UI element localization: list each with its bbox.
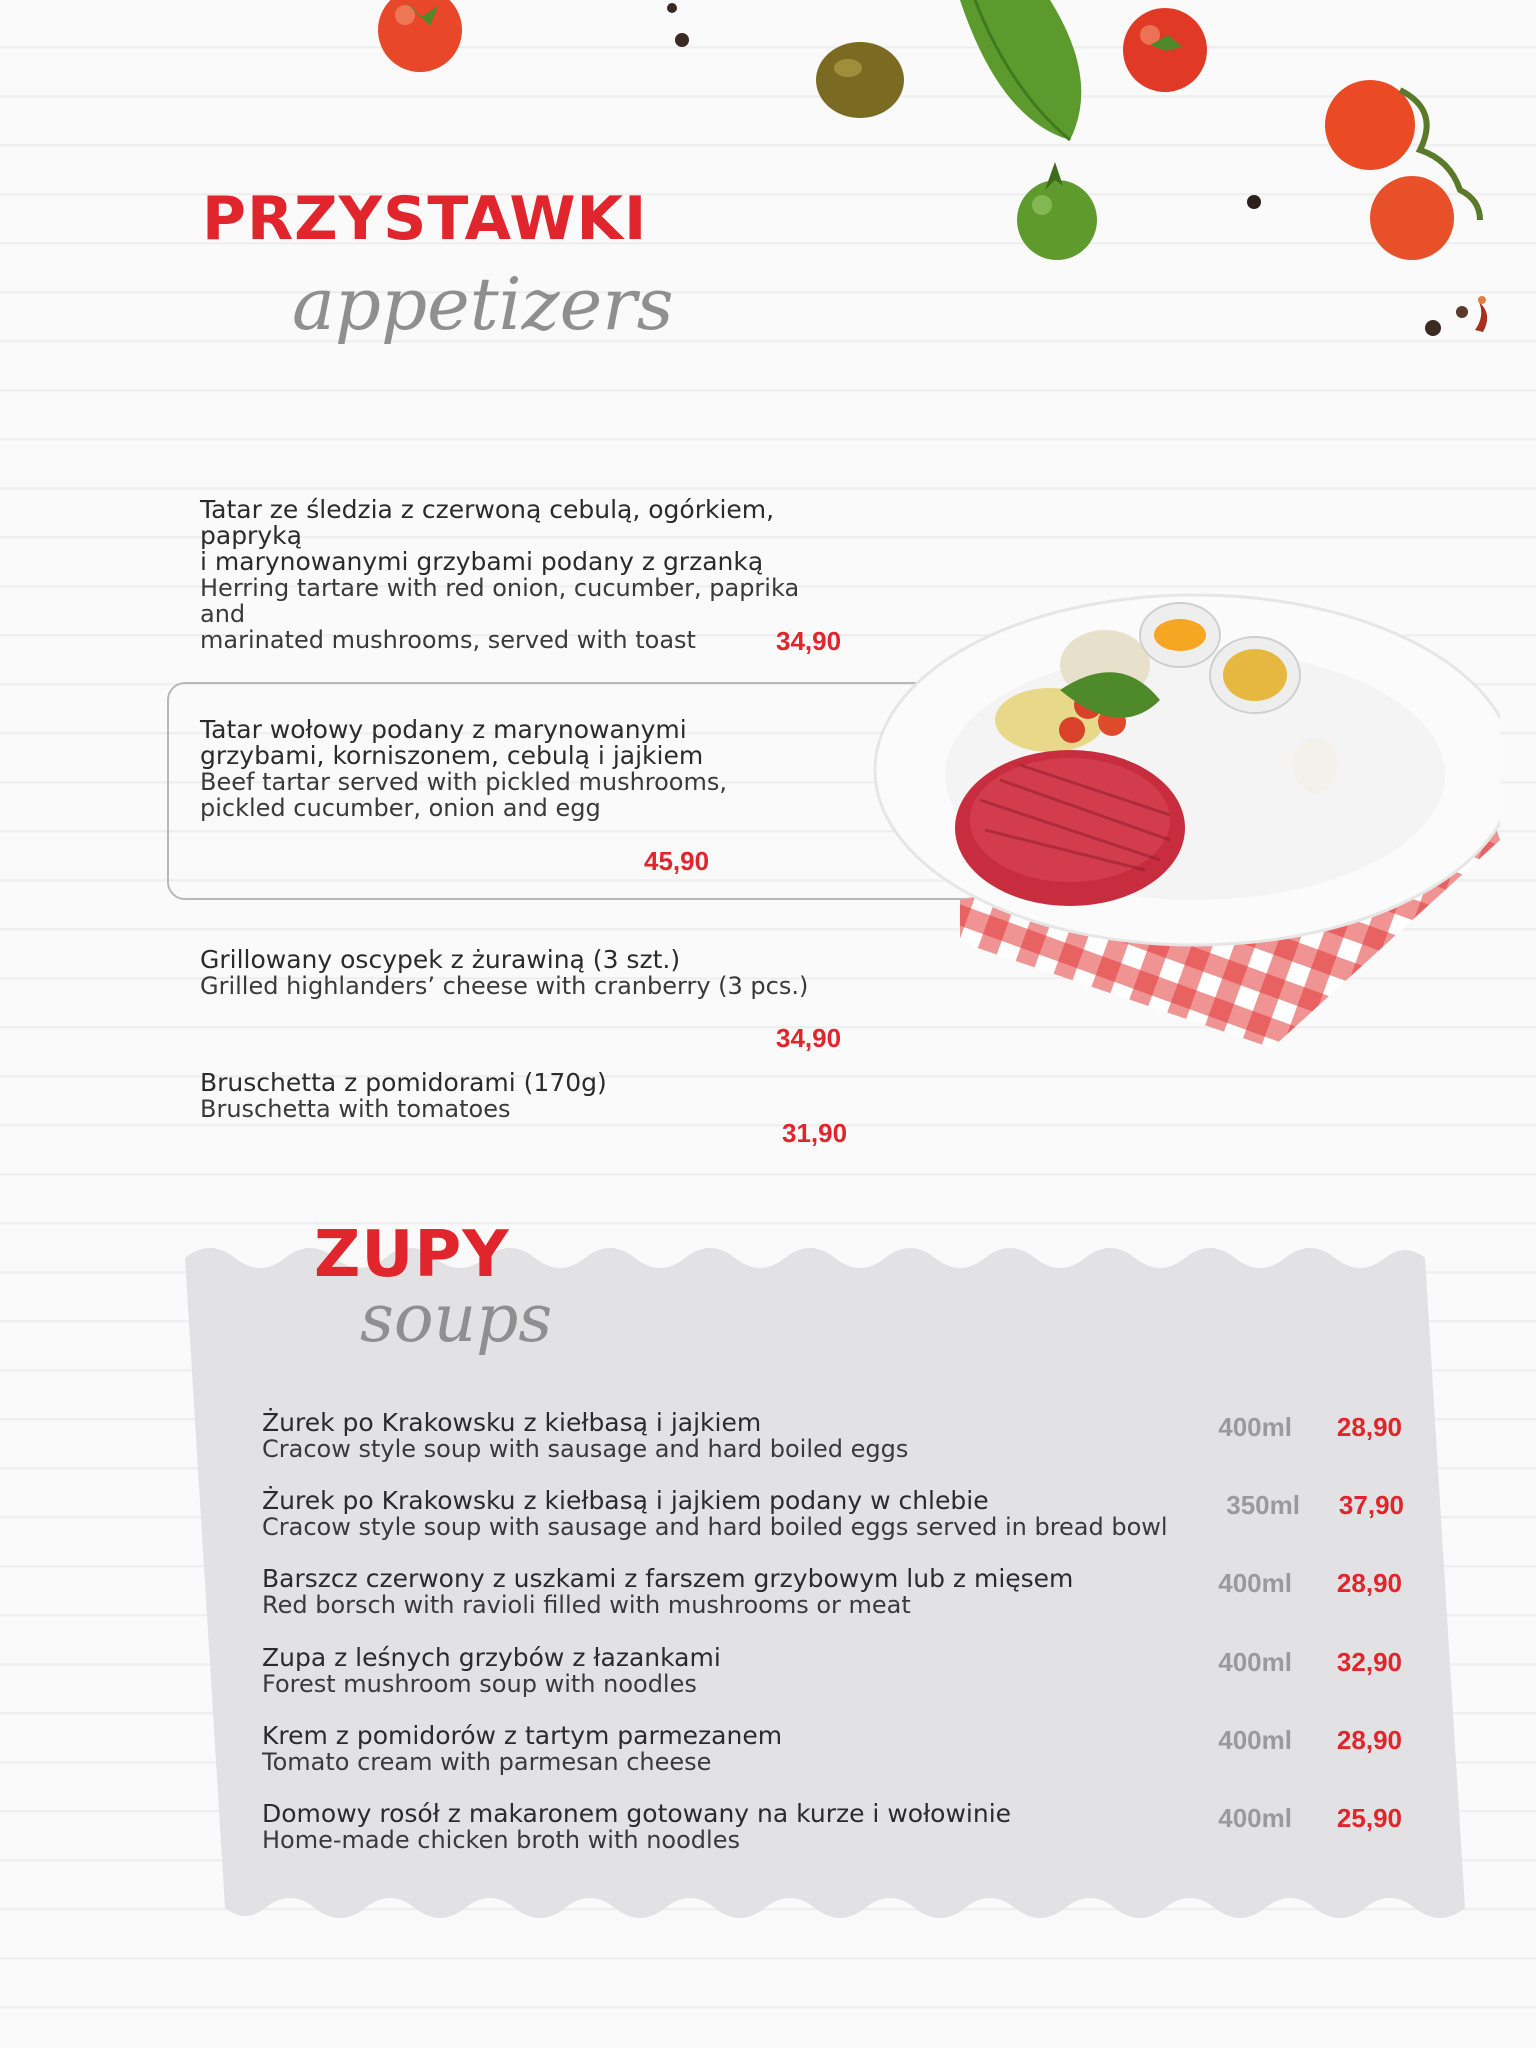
item-name-pl: Tatar ze śledzia z czerwoną cebulą, ogórkiem, papryką [200,495,775,550]
item-volume: 400ml [1218,1412,1292,1442]
item-name-en: Red borsch with ravioli filled with mushrooms or meat [262,1591,911,1619]
item-volume: 400ml [1218,1803,1292,1833]
soups-title: ZUPY [314,1218,510,1292]
item-name-en: Forest mushroom soup with noodles [262,1670,697,1698]
item-name-en: pickled cucumber, onion and egg [200,794,601,822]
item-name-pl: Tatar wołowy podany z marynowanymi [200,715,687,744]
appetizer-item [200,1070,880,1122]
item-price: 32,90 [1336,1647,1402,1677]
item-name-pl: Krem z pomidorów z tartym parmezanem [262,1721,783,1750]
soup-item [262,1488,1412,1548]
item-price: 34,90 [776,1023,842,1053]
soup-item [262,1645,1412,1705]
item-volume: 400ml [1218,1647,1292,1677]
soups-subtitle: soups [360,1280,553,1357]
appetizer-item [200,947,880,999]
item-name-en: Bruschetta with tomatoes [200,1095,511,1123]
item-name-pl: i marynowanymi grzybami podany z grzanką [200,547,764,576]
item-name-en: Cracow style soup with sausage and hard boiled eggs served in bread bowl [262,1513,1168,1541]
item-price: 28,90 [1336,1412,1402,1442]
item-volume: 350ml [1226,1490,1300,1520]
beef-tartar-photo [860,570,1500,1070]
soup-item [262,1566,1412,1626]
item-name-en: Grilled highlanders’ cheese with cranberry (3 pcs.) [200,972,809,1000]
item-price: 25,90 [1336,1803,1402,1833]
appetizer-item [200,497,850,653]
appetizers-subtitle: appetizers [292,262,674,346]
item-name-pl: Bruschetta z pomidorami (170g) [200,1068,607,1097]
appetizer-item [200,717,760,821]
item-volume: 400ml [1218,1568,1292,1598]
item-name-pl: Żurek po Krakowsku z kiełbasą i jajkiem [262,1408,762,1437]
item-name-en: Beef tartar served with pickled mushrooms, [200,768,728,796]
soup-item [262,1723,1412,1783]
item-name-en: Tomato cream with parmesan cheese [262,1748,712,1776]
item-price: 28,90 [1336,1568,1402,1598]
item-name-en: marinated mushrooms, served with toast [200,626,696,654]
item-name-pl: Grillowany oscypek z żurawiną (3 szt.) [200,945,681,974]
item-name-en: Cracow style soup with sausage and hard boiled eggs [262,1435,909,1463]
item-name-en: Home-made chicken broth with noodles [262,1826,740,1854]
item-name-pl: Barszcz czerwony z uszkami z farszem grzybowym lub z mięsem [262,1564,1074,1593]
item-name-pl: Domowy rosół z makaronem gotowany na kurze i wołowinie [262,1799,1012,1828]
appetizers-title: PRZYSTAWKI [202,184,648,254]
item-name-en: Herring tartare with red onion, cucumber, paprika and [200,574,800,628]
soup-item [262,1410,1412,1470]
item-price: 37,90 [1338,1490,1404,1520]
soup-item [262,1801,1412,1861]
item-price: 45,90 [644,846,710,876]
item-name-pl: Zupa z leśnych grzybów z łazankami [262,1643,721,1672]
item-name-pl: Żurek po Krakowsku z kiełbasą i jajkiem podany w chlebie [262,1486,989,1515]
item-price: 31,90 [782,1118,848,1148]
item-name-pl: grzybami, korniszonem, cebulą i jajkiem [200,741,704,770]
item-volume: 400ml [1218,1725,1292,1755]
item-price: 28,90 [1336,1725,1402,1755]
item-price: 34,90 [776,626,842,656]
